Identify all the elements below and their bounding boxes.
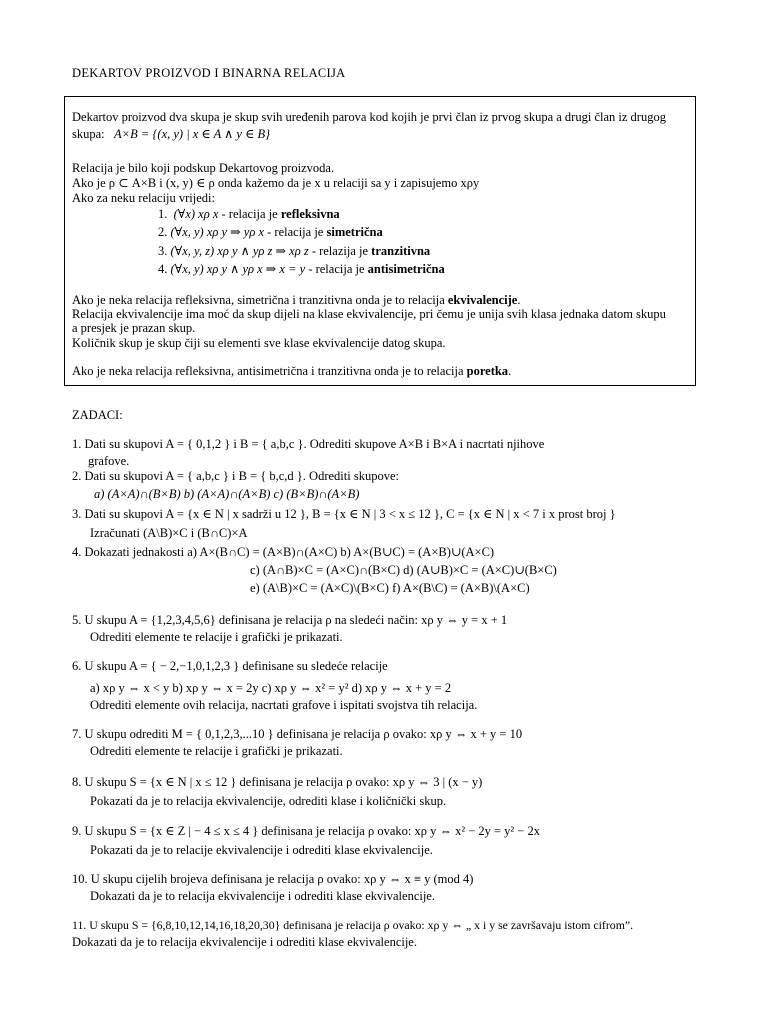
task-4-ef: e) (A\B)×C = (A×C)\(B×C) f) A×(B\C) = (A×B)\(A×C) <box>250 581 530 595</box>
task-8: 8. U skupu S = {x ∈ N | x ≤ 12 } definisana je relacija ρ ovako: xρ y ⇔ 3 | (x − y) <box>72 775 483 789</box>
equivalence-classes-line1: Relacija ekvivalencije ima moć da skup dijeli na klase ekvivalencije, pri čemu je unija svih klasa jednaka datom skupu <box>72 307 666 321</box>
task-9-instructions: Pokazati da je to relacije ekvivalencije i odrediti klase ekvivalencije. <box>90 843 433 857</box>
task-7: 7. U skupu odrediti M = { 0,1,2,3,...10 } definisana je relacija ρ ovako: xρ y ⇔ x + y = 10 <box>72 727 523 741</box>
task-1-cont: grafove. <box>88 454 130 468</box>
task-6-instructions: Odrediti elemente ovih relacija, nacrtati grafove i ispitati svojstva tih relacija. <box>90 698 478 712</box>
task-6: 6. U skupu A = { − 2,−1,0,1,2,3 } definisane su sledeće relacije <box>72 659 388 673</box>
relation-properties-intro: Ako za neku relaciju vrijedi: <box>72 191 215 205</box>
order-definition: Ako je neka relacija refleksivna, antisimetrična i tranzitivna onda je to relacija poretka. <box>72 364 512 378</box>
task-5-instructions: Odrediti elemente te relacije i grafički je prikazati. <box>90 630 343 644</box>
task-11: 11. U skupu S = {6,8,10,12,14,16,18,20,30} definisana je relacija ρ ovako: xρ y ⇔ „ x i y se završavaju istom cifrom”. <box>72 918 634 932</box>
task-4-cd: c) (A∩B)×C = (A×C)∩(B×C) d) (A∪B)×C = (A×C)∪(B×C) <box>250 563 557 577</box>
task-4: 4. Dokazati jednakosti a) A×(B∩C) = (A×B)∩(A×C) b) A×(B∪C) = (A×B)∪(A×C) <box>72 545 495 559</box>
task-6-relations: a) xρ y ⇔ x < y b) xρ y ⇔ x = 2y c) xρ y ⇔ x² = y² d) xρ y ⇔ x + y = 2 <box>90 681 452 695</box>
property-antisymmetric: 4. (∀x, y) xρ y ∧ yρ x ⇒ x = y - relacija je antisimetrična <box>158 262 445 276</box>
task-10-instructions: Dokazati da je to relacija ekvivalencije i odrediti klase ekvivalencije. <box>90 889 435 903</box>
quotient-set-definition: Količnik skup je skup čiji su elementi sve klase ekvivalencije datog skupa. <box>72 336 446 350</box>
relation-notation: Ako je ρ ⊂ A×B i (x, y) ∈ ρ onda kažemo da je x u relaciji sa y i zapisujemo xρy <box>72 176 480 190</box>
task-5: 5. U skupu A = {1,2,3,4,5,6} definisana je relacija ρ na sledeći način: xρ y ⇔ y = x + 1 <box>72 613 508 627</box>
equivalence-definition: Ako je neka relacija refleksivna, simetrična i tranzitivna onda je to relacija ekvivalencije. <box>72 293 521 307</box>
property-transitive: 3. (∀x, y, z) xρ y ∧ yρ z ⇒ xρ z - relazija je tranzitivna <box>158 244 431 258</box>
tasks-heading: ZADACI: <box>72 408 123 422</box>
task-2-parts: a) (A×A)∩(B×B) b) (A×A)∩(A×B) c) (B×B)∩(A×B) <box>94 487 360 501</box>
task-3-compute: Izračunati (A\B)×C i (B∩C)×A <box>90 526 248 540</box>
page-title: DEKARTOV PROIZVOD I BINARNA RELACIJA <box>72 66 346 80</box>
cartesian-formula-line: skupa: A×B = {(x, y) | x ∈ A ∧ y ∈ B} <box>72 127 271 141</box>
task-2: 2. Dati su skupovi A = { a,b,c } i B = { b,c,d }. Odrediti skupove: <box>72 469 399 483</box>
equivalence-classes-line2: a presjek je prazan skup. <box>72 321 196 335</box>
cartesian-definition: Dekartov proizvod dva skupa je skup svih uređenih parova kod kojih je prvi član iz prvog skupa a drugi član iz drugog <box>72 110 666 124</box>
task-9: 9. U skupu S = {x ∈ Z | − 4 ≤ x ≤ 4 } definisana je relacija ρ ovako: xρ y ⇔ x² − 2y = y² − 2x <box>72 824 540 838</box>
cartesian-formula: A×B = {(x, y) | x ∈ A ∧ y ∈ B} <box>114 127 271 141</box>
task-8-instructions: Pokazati da je to relacija ekvivalencije, odrediti klase i količnički skup. <box>90 794 447 808</box>
task-11-instructions: Dokazati da je to relacija ekvivalencije i odrediti klase ekvivalencije. <box>72 935 417 949</box>
property-reflexive: 1. (∀x) xρ x - relacija je refleksivna <box>158 207 340 221</box>
property-symmetric: 2. (∀x, y) xρ y ⇒ yρ x - relacija je simetrična <box>158 225 383 239</box>
task-7-instructions: Odrediti elemente te relacije i grafički je prikazati. <box>90 744 343 758</box>
task-10: 10. U skupu cijelih brojeva definisana je relacija ρ ovako: xρ y ⇔ x ≡ y (mod 4) <box>72 872 474 886</box>
task-1: 1. Dati su skupovi A = { 0,1,2 } i B = { a,b,c }. Odrediti skupove A×B i B×A i nacrtati njihove <box>72 437 545 451</box>
task-3: 3. Dati su skupovi A = {x ∈ N | x sadrži u 12 }, B = {x ∈ N | 3 < x ≤ 12 }, C = {x ∈ N | x < 7 i x prost broj } <box>72 507 616 521</box>
relation-definition: Relacija je bilo koji podskup Dekartovog proizvoda. <box>72 161 335 175</box>
